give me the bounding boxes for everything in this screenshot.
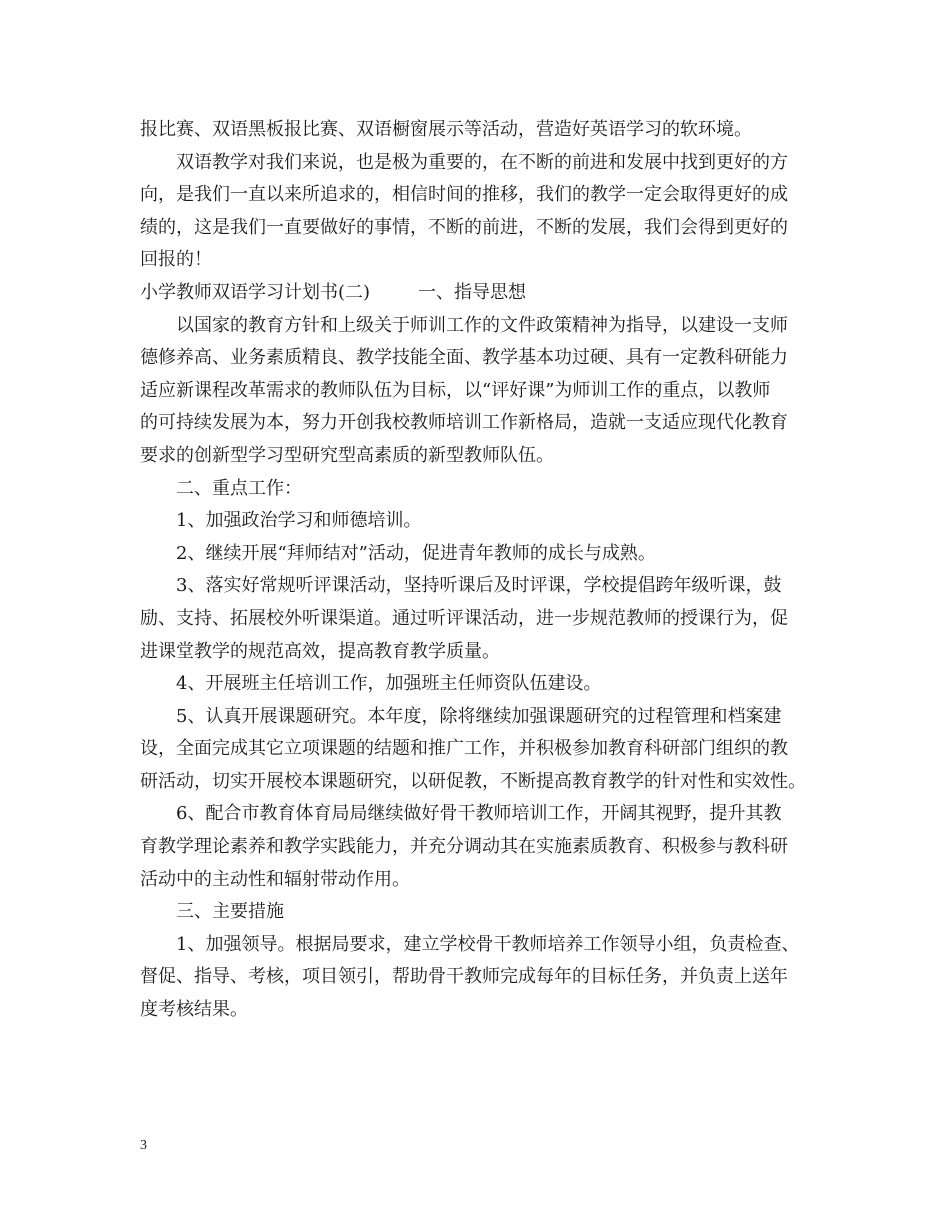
text-line: 要求的创新型学习型研究型高素质的新型教师队伍。 xyxy=(140,444,554,466)
text-line: 1、加强领导。根据局要求，建立学校骨干教师培养工作领导小组，负责检查、 xyxy=(176,933,800,955)
text-line: 育教学理论素养和教学实践能力，并充分调动其在实施素质教育、积极参与教科研 xyxy=(140,836,788,858)
text-line: 1、加强政治学习和师德培训。 xyxy=(176,510,422,532)
document-heading-line xyxy=(140,277,820,310)
text-line: 进课堂教学的规范高效，提高教育教学质量。 xyxy=(140,640,500,662)
text-line: 4、开展班主任培训工作，加强班主任师资队伍建设。 xyxy=(176,673,602,695)
text-line: 6、配合市教育体育局局继续做好骨干教师培训工作，开阔其视野，提升其教 xyxy=(176,803,782,825)
text-line: 督促、指导、考核，项目领引，帮助骨干教师完成每年的目标任务，并负责上送年 xyxy=(140,966,788,988)
document-body xyxy=(140,114,820,1027)
text-line: 设，全面完成其它立项课题的结题和推广工作，并积极参加教育科研部门组织的教 xyxy=(140,738,788,760)
text-line: 双语教学对我们来说，也是极为重要的，在不断的前进和发展中找到更好的方 xyxy=(176,151,788,173)
text-line: 研活动，切实开展校本课题研究，以研促教，不断提高教育教学的针对性和实效性。 xyxy=(140,770,806,792)
text-line: 活动中的主动性和辐射带动作用。 xyxy=(140,868,410,890)
text-line: 度考核结果。 xyxy=(140,999,248,1021)
text-line: 向，是我们一直以来所追求的，相信时间的推移，我们的教学一定会取得更好的成 xyxy=(140,184,788,206)
text-line: 5、认真开展课题研究。本年度，除将继续加强课题研究的过程管理和档案建 xyxy=(176,705,782,727)
text-line: 报比赛、双语黑板报比赛、双语橱窗展示等活动，营造好英语学习的软环境。 xyxy=(140,119,752,140)
document-title: 小学教师双语学习计划书(二) xyxy=(140,281,371,303)
text-line: 以国家的教育方针和上级关于师训工作的文件政策精神为指导，以建设一支师 xyxy=(176,314,788,336)
section-heading: 一、指导思想 xyxy=(418,281,527,303)
page-number: 3 xyxy=(140,1138,147,1153)
text-line: 的可持续发展为本，努力开创我校教师培训工作新格局，造就一支适应现代化教育 xyxy=(140,412,788,434)
text-line: 回报的！ xyxy=(140,249,212,271)
text-line: 二、重点工作： xyxy=(176,477,302,499)
text-line: 三、主要措施 xyxy=(176,901,284,923)
text-line: 德修养高、业务素质精良、教学技能全面、教学基本功过硬、具有一定教科研能力 xyxy=(140,347,788,369)
text-line: 2、继续开展“拜师结对”活动，促进青年教师的成长与成熟。 xyxy=(176,542,656,564)
text-line: 适应新课程改革需求的教师队伍为目标，以“评好课”为师训工作的重点，以教师 xyxy=(140,379,771,401)
text-line: 励、支持、拓展校外听课渠道。通过听评课活动，进一步规范教师的授课行为，促 xyxy=(140,607,788,629)
text-line: 绩的，这是我们一直要做好的事情，不断的前进，不断的发展，我们会得到更好的 xyxy=(140,216,788,238)
text-line: 3、落实好常规听评课活动，坚持听课后及时评课，学校提倡跨年级听课，鼓 xyxy=(176,575,782,597)
